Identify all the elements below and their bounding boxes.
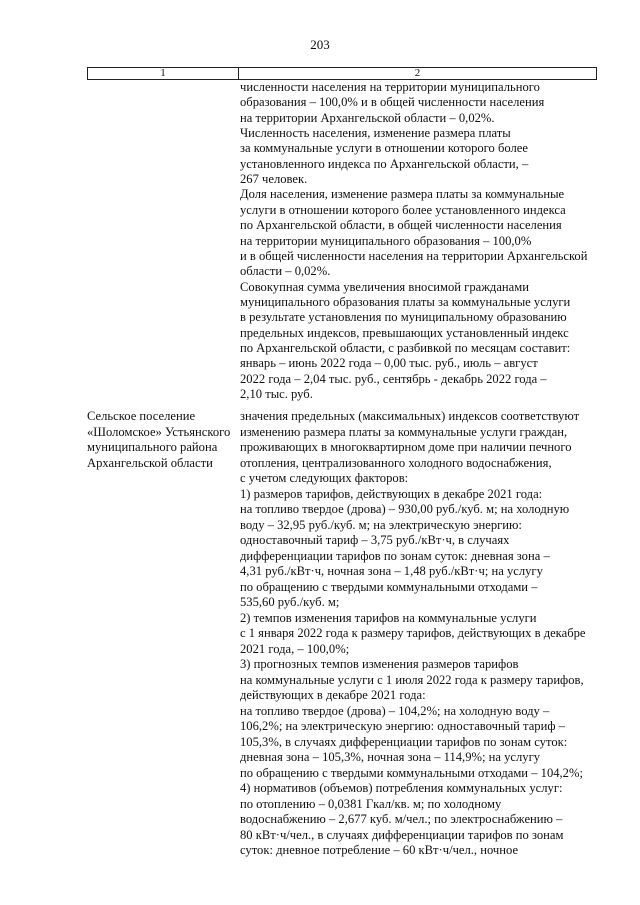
text-line: 4) нормативов (объемов) потребления коммунальных услуг: <box>240 781 563 795</box>
text-line: на коммунальные услуги с 1 июля 2022 года к размеру тарифов, <box>240 672 584 687</box>
text-line: на территории Архангельской области – 0,02%. <box>240 110 495 125</box>
text-line: по отоплению – 0,0381 Гкал/кв. м; по холодному <box>240 796 502 811</box>
text-line: муниципального образования платы за коммунальные услуги <box>240 294 571 309</box>
text-line: образования – 100,0% и в общей численности населения <box>240 95 545 110</box>
text-line: 267 человек. <box>240 172 308 187</box>
text-line: по обращению с твердыми коммунальными отходами – 104,2%; <box>240 765 583 780</box>
text-line: 535,60 руб./куб. м; <box>240 595 340 609</box>
text-line: дневная зона – 105,3%, ночная зона – 114,9%; на услугу <box>240 750 541 764</box>
municipality-name-line: Сельское поселение <box>87 409 196 423</box>
text-line: 3) прогнозных темпов изменения размеров тарифов <box>240 657 519 671</box>
text-line: суток: дневное потребление – 60 кВт·ч/чел., ночное <box>240 843 519 857</box>
text-line: в результате установления по муниципальному образованию <box>240 310 567 325</box>
text-line: на топливо твердое (дрова) – 104,2%; на холодную воду – <box>240 703 550 718</box>
text-line: и в общей численности населения на территории Архангельской <box>240 248 588 263</box>
text-line: дифференциации тарифов по зонам суток: дневная зона – <box>240 548 550 563</box>
text-line: одноставочный тариф – 3,75 руб./кВт·ч, в случаях <box>240 533 510 547</box>
table-header-col-2: 2 <box>414 67 421 79</box>
municipality-name-line: «Шоломское» Устьянского <box>87 424 231 439</box>
text-line: значения предельных (максимальных) индексов соответствуют <box>240 409 580 423</box>
text-line: на территории муниципального образования – 100,0% <box>240 233 532 248</box>
text-line: по обращению с твердыми коммунальными отходами – <box>240 579 538 594</box>
text-line: 2022 года – 2,04 тыс. руб., сентябрь - декабрь 2022 года – <box>240 371 547 386</box>
text-line: услуги в отношении которого более установленного индекса <box>240 202 566 217</box>
municipality-name-line: Архангельской области <box>87 455 213 470</box>
text-line: установленного индекса по Архангельской области, – <box>240 156 529 171</box>
text-line: воду – 32,95 руб./куб. м; на электрическую энергию: <box>240 517 522 532</box>
text-line: 1) размеров тарифов, действующих в декабре 2021 года: <box>240 486 543 501</box>
text-line: Доля населения, изменение размера платы за коммунальные <box>240 187 565 202</box>
text-line: Численность населения, изменение размера платы <box>240 126 511 141</box>
municipality-name-line: муниципального района <box>87 440 218 454</box>
text-line: 106,2%; на электрическую энергию: одноставочный тариф – <box>240 719 565 733</box>
text-line: 4,31 руб./кВт·ч, ночная зона – 1,48 руб./кВт·ч; на услугу <box>240 564 543 578</box>
text-line: с учетом следующих факторов: <box>240 471 409 485</box>
text-line: 2,10 тыс. руб. <box>240 387 313 401</box>
text-line: на топливо твердое (дрова) – 930,00 руб./куб. м; на холодную <box>240 502 570 516</box>
text-line: изменению размера платы за коммунальные услуги граждан, <box>240 424 568 439</box>
text-line: 105,3%, в случаях дифференциации тарифов по зонам суток: <box>240 734 568 749</box>
text-line: водоснабжению – 2,677 куб. м/чел.; по электроснабжению – <box>240 812 563 826</box>
text-line: области – 0,02%. <box>240 264 331 279</box>
text-line: с 1 января 2022 года к размеру тарифов, действующих в декабре <box>240 626 586 640</box>
table-header-col-1: 1 <box>160 67 166 79</box>
text-line: численности населения на территории муниципального <box>240 80 540 94</box>
text-line: проживающих в многоквартирном доме при наличии печного <box>240 440 572 454</box>
text-line: действующих в декабре 2021 года: <box>240 688 426 702</box>
text-line: по Архангельской области, с разбивкой по месяцам составит: <box>240 340 571 355</box>
text-line: 2021 года, – 100,0%; <box>240 641 350 656</box>
text-line: предельных индексов, превышающих установленный индекс <box>240 325 569 340</box>
text-line: 80 кВт·ч/чел., в случаях дифференциации тарифов по зонам <box>240 827 564 842</box>
text-line: 2) темпов изменения тарифов на коммунальные услуги <box>240 610 537 625</box>
text-line: отопления, централизованного холодного водоснабжения, <box>240 455 552 470</box>
text-line: январь – июнь 2022 года – 0,00 тыс. руб., июль – август <box>240 356 538 371</box>
text-line: Совокупная сумма увеличения вносимой гражданами <box>240 279 529 294</box>
text-line: за коммунальные услуги в отношении которого более <box>240 141 528 156</box>
text-line: по Архангельской области, в общей численности населения <box>240 218 562 233</box>
page-number: 203 <box>310 37 330 52</box>
